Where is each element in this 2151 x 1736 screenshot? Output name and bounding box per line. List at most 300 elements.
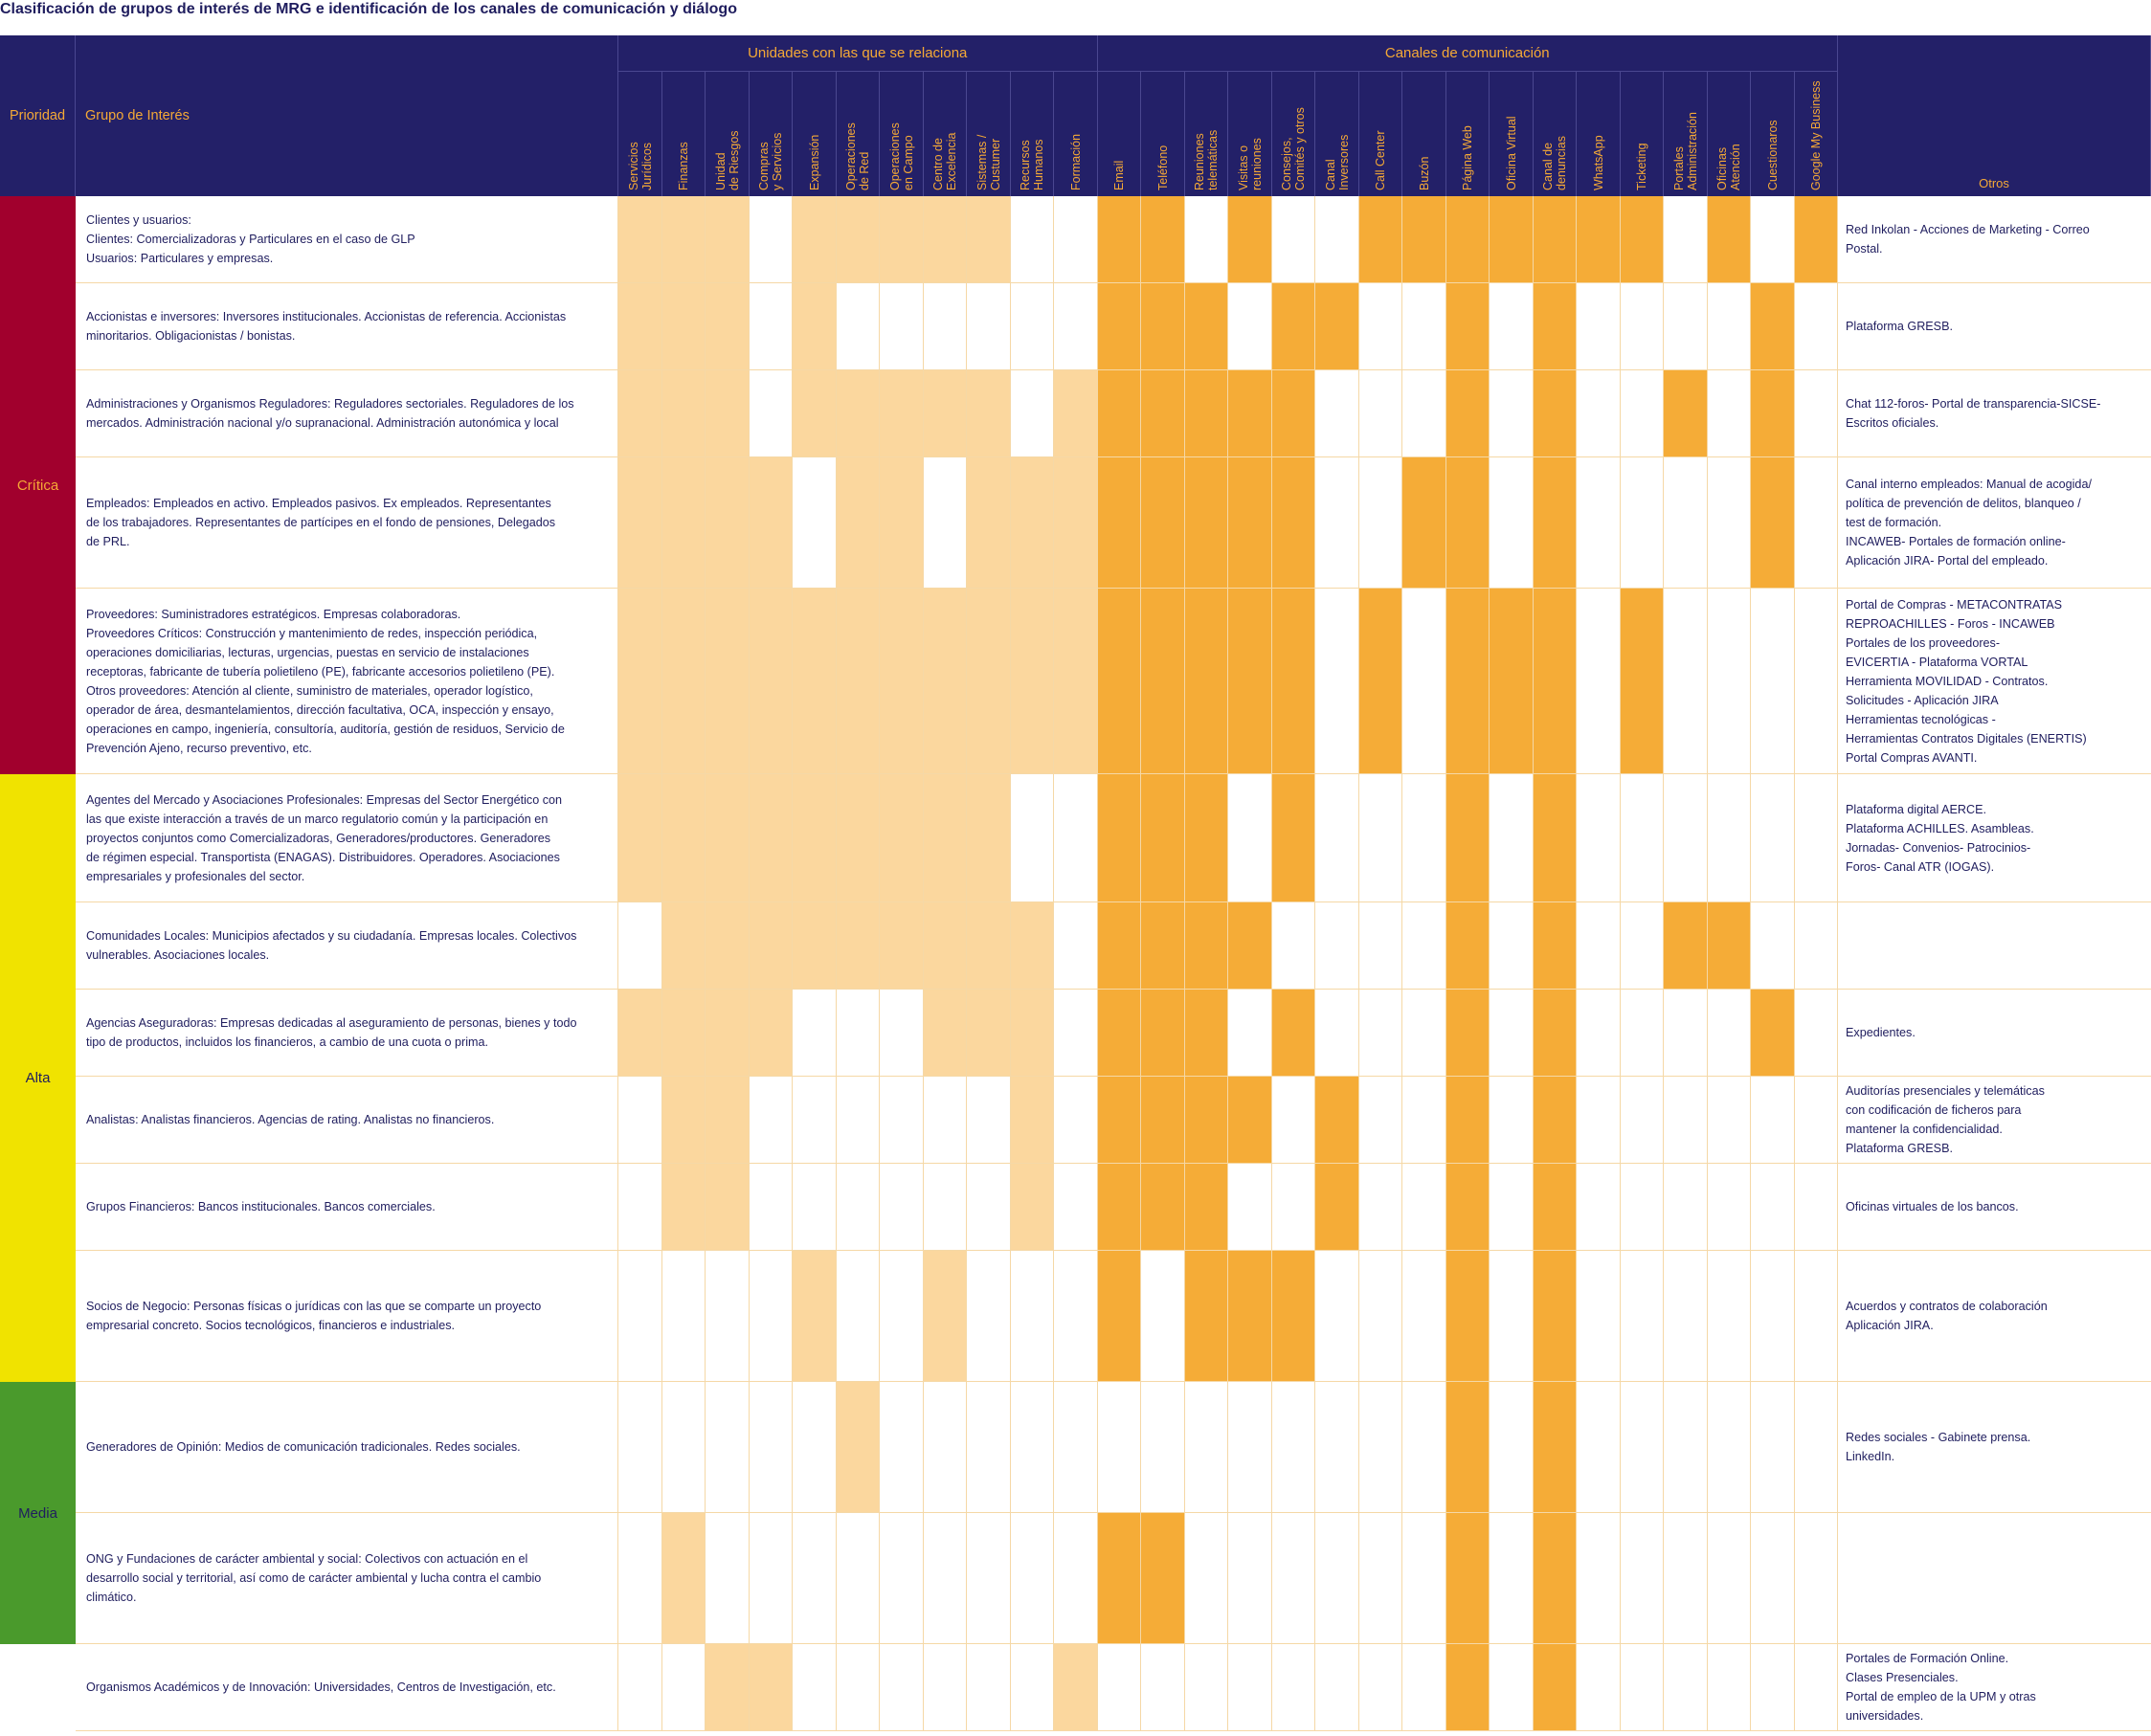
- channel-cell: [1272, 457, 1316, 589]
- unit-cell: [618, 1644, 662, 1731]
- channel-cell: [1490, 774, 1534, 902]
- channel-cell: [1577, 1164, 1621, 1251]
- channel-cell: [1098, 1251, 1142, 1382]
- unit-cell: [880, 774, 924, 902]
- stakeholder-table: [0, 35, 2151, 1736]
- channel-col-14-label: Oficinas Atención: [1715, 144, 1743, 190]
- unit-cell: [967, 1077, 1011, 1164]
- channel-cell: [1141, 1077, 1185, 1164]
- channel-col-11-label: WhatsApp: [1591, 135, 1605, 190]
- others-cell: [1838, 1513, 2151, 1644]
- channel-cell: [1098, 589, 1142, 774]
- unit-cell: [706, 457, 750, 589]
- group-cell: Analistas: Analistas financieros. Agencias de rating. Analistas no financieros.: [76, 1077, 618, 1164]
- channel-cell: [1185, 902, 1229, 990]
- channel-cell: [1621, 902, 1665, 990]
- unit-col-6-label: Operaciones en Campo: [887, 122, 915, 190]
- group-cell: Proveedores: Suministradores estratégicos. Empresas colaboradoras. Proveedores Críticos: Construcción y mantenimiento de redes, inspección periódica, operaciones domiciliarias, lecturas, urgencias, puestas en servicio de instalaciones receptoras, fabricante de tubería polietileno (PE), fabricante accesorios polietileno (PE). Otros proveedores: Atención al cliente, suministro de materiales, operador logístico, operador de área, desmantelamientos, dirección facultativa, OCA, inspección y ensayo, operaciones en campo, ingeniería, consultoría, auditoría, gestión de residuos, Servicio de Prevención Ajeno, recurso preventivo, etc.: [76, 589, 618, 774]
- channel-cell: [1446, 990, 1490, 1077]
- channel-col-4-label: Consejos, Comités y otros: [1280, 107, 1308, 190]
- others-cell: Portal de Compras - METACONTRATAS REPROACHILLES - Foros - INCAWEB Portales de los proveedores- EVICERTIA - Plataforma VORTAL Herramienta MOVILIDAD - Contratos. Solicitudes - Aplicación JIRA Herramientas tecnológicas - Herramientas Contratos Digitales (ENERTIS) Portal Compras AVANTI.: [1838, 589, 2151, 774]
- channel-cell: [1490, 1382, 1534, 1513]
- channel-col-2-label: Reuniones telemáticas: [1193, 129, 1221, 190]
- unit-col-8-label: Sistemas / Custumer: [975, 134, 1002, 190]
- channel-cell: [1621, 1164, 1665, 1251]
- channel-cell: [1751, 1513, 1795, 1644]
- channel-cell: [1446, 370, 1490, 457]
- unit-cell: [662, 1164, 706, 1251]
- unit-cell: [706, 283, 750, 370]
- unit-cell: [618, 902, 662, 990]
- unit-cell: [967, 1251, 1011, 1382]
- channel-cell: [1359, 1382, 1403, 1513]
- channel-cell: [1272, 1251, 1316, 1382]
- channel-cell: [1577, 990, 1621, 1077]
- unit-col-7: [924, 72, 968, 196]
- channel-col-3: [1228, 72, 1272, 196]
- channel-cell: [1664, 990, 1708, 1077]
- channel-cell: [1446, 1513, 1490, 1644]
- channel-cell: [1621, 1251, 1665, 1382]
- channel-cell: [1490, 1164, 1534, 1251]
- channel-col-1: [1141, 72, 1185, 196]
- channel-cell: [1577, 370, 1621, 457]
- channel-cell: [1359, 196, 1403, 283]
- channel-col-15-label: Cuestionaros: [1765, 120, 1780, 190]
- channel-cell: [1577, 196, 1621, 283]
- channel-cell: [1621, 1644, 1665, 1731]
- channel-col-1-label: Teléfono: [1155, 145, 1170, 190]
- channel-cell: [1098, 457, 1142, 589]
- unit-cell: [793, 457, 837, 589]
- unit-cell: [662, 1077, 706, 1164]
- channel-col-7: [1402, 72, 1446, 196]
- unit-cell: [880, 1513, 924, 1644]
- unit-cell: [880, 1077, 924, 1164]
- unit-cell: [1054, 1644, 1098, 1731]
- unit-cell: [880, 457, 924, 589]
- channel-cell: [1185, 1644, 1229, 1731]
- unit-cell: [662, 774, 706, 902]
- unit-cell: [924, 283, 968, 370]
- others-cell: Portales de Formación Online. Clases Presenciales. Portal de empleo de la UPM y otras universidades.: [1838, 1644, 2151, 1731]
- channel-cell: [1359, 1644, 1403, 1731]
- channel-cell: [1534, 990, 1578, 1077]
- channel-cell: [1621, 283, 1665, 370]
- unit-cell: [880, 589, 924, 774]
- channel-cell: [1402, 774, 1446, 902]
- channel-cell: [1490, 457, 1534, 589]
- group-cell: Administraciones y Organismos Reguladores: Reguladores sectoriales. Reguladores de los mercados. Administración nacional y/o supranacional. Administración autonómica y local: [76, 370, 618, 457]
- channel-cell: [1272, 1077, 1316, 1164]
- unit-col-2: [706, 72, 750, 196]
- channel-cell: [1534, 774, 1578, 902]
- channel-cell: [1795, 1251, 1839, 1382]
- priority-alta: Alta: [0, 774, 76, 1382]
- channel-cell: [1534, 196, 1578, 283]
- unit-cell: [967, 283, 1011, 370]
- unit-cell: [750, 902, 794, 990]
- group-cell: Grupos Financieros: Bancos institucionales. Bancos comerciales.: [76, 1164, 618, 1251]
- channel-cell: [1708, 370, 1752, 457]
- channel-cell: [1228, 1251, 1272, 1382]
- unit-col-0-label: Servicios Jurídicos: [626, 142, 654, 190]
- channel-cell: [1795, 283, 1839, 370]
- channel-cell: [1185, 589, 1229, 774]
- unit-cell: [967, 370, 1011, 457]
- channel-cell: [1402, 990, 1446, 1077]
- channel-cell: [1228, 1513, 1272, 1644]
- unit-cell: [662, 370, 706, 457]
- unit-cell: [1054, 990, 1098, 1077]
- unit-cell: [750, 1644, 794, 1731]
- group-cell: Socios de Negocio: Personas físicas o jurídicas con las que se comparte un proyecto empresarial concreto. Socios tecnológicos, financieros e industriales.: [76, 1251, 618, 1382]
- unit-cell: [618, 1251, 662, 1382]
- channel-cell: [1751, 1164, 1795, 1251]
- channel-cell: [1272, 370, 1316, 457]
- channel-col-2: [1185, 72, 1229, 196]
- others-cell: Canal interno empleados: Manual de acogida/ política de prevención de delitos, blanqueo / test de formación. INCAWEB- Portales de formación online- Aplicación JIRA- Portal del empleado.: [1838, 457, 2151, 589]
- channel-cell: [1708, 902, 1752, 990]
- channel-cell: [1141, 283, 1185, 370]
- channel-cell: [1664, 902, 1708, 990]
- header-group: Grupo de Interés: [76, 35, 618, 196]
- channel-col-13-label: Portales Administración: [1671, 112, 1699, 190]
- channel-col-16-label: Google My Business: [1809, 80, 1824, 190]
- channel-cell: [1446, 457, 1490, 589]
- unit-cell: [618, 589, 662, 774]
- others-cell: Acuerdos y contratos de colaboración Aplicación JIRA.: [1838, 1251, 2151, 1382]
- channel-cell: [1272, 589, 1316, 774]
- unit-cell: [618, 196, 662, 283]
- channel-cell: [1141, 1251, 1185, 1382]
- channel-cell: [1795, 589, 1839, 774]
- channel-cell: [1141, 902, 1185, 990]
- channel-cell: [1795, 990, 1839, 1077]
- unit-cell: [1054, 196, 1098, 283]
- channel-cell: [1098, 370, 1142, 457]
- unit-cell: [1054, 1077, 1098, 1164]
- channel-cell: [1359, 1077, 1403, 1164]
- unit-cell: [662, 1644, 706, 1731]
- unit-cell: [837, 990, 881, 1077]
- channel-cell: [1315, 370, 1359, 457]
- channel-cell: [1228, 196, 1272, 283]
- unit-cell: [967, 1513, 1011, 1644]
- channel-cell: [1402, 1644, 1446, 1731]
- group-cell: Clientes y usuarios: Clientes: Comercializadoras y Particulares en el caso de GLP Usuarios: Particulares y empresas.: [76, 196, 618, 283]
- channel-cell: [1621, 774, 1665, 902]
- channel-cell: [1621, 196, 1665, 283]
- channel-cell: [1185, 196, 1229, 283]
- unit-cell: [618, 990, 662, 1077]
- channel-cell: [1098, 1644, 1142, 1731]
- others-cell: Chat 112-foros- Portal de transparencia-SICSE- Escritos oficiales.: [1838, 370, 2151, 457]
- unit-col-1-label: Finanzas: [677, 142, 691, 190]
- unit-cell: [618, 1513, 662, 1644]
- channel-cell: [1621, 1513, 1665, 1644]
- channel-col-14: [1708, 72, 1752, 196]
- unit-cell: [967, 902, 1011, 990]
- channel-cell: [1751, 370, 1795, 457]
- channel-cell: [1577, 1251, 1621, 1382]
- channel-cell: [1534, 1077, 1578, 1164]
- channel-cell: [1664, 1077, 1708, 1164]
- channel-cell: [1185, 457, 1229, 589]
- channel-cell: [1402, 370, 1446, 457]
- channel-cell: [1708, 1164, 1752, 1251]
- unit-col-0: [618, 72, 662, 196]
- channel-cell: [1708, 457, 1752, 589]
- unit-cell: [706, 370, 750, 457]
- unit-cell: [793, 1077, 837, 1164]
- channel-cell: [1359, 1164, 1403, 1251]
- unit-cell: [967, 196, 1011, 283]
- unit-cell: [1011, 1164, 1055, 1251]
- channel-cell: [1664, 370, 1708, 457]
- channel-cell: [1621, 457, 1665, 589]
- unit-cell: [750, 589, 794, 774]
- channel-cell: [1446, 774, 1490, 902]
- channel-cell: [1272, 283, 1316, 370]
- channel-cell: [1751, 1382, 1795, 1513]
- header-channels-group: Canales de comunicación: [1098, 35, 1839, 72]
- channel-col-3-label: Visitas o reuniones: [1236, 138, 1264, 190]
- channel-cell: [1228, 1644, 1272, 1731]
- unit-cell: [967, 1644, 1011, 1731]
- unit-cell: [793, 589, 837, 774]
- channel-cell: [1141, 1513, 1185, 1644]
- channel-cell: [1577, 774, 1621, 902]
- channel-cell: [1708, 990, 1752, 1077]
- channel-cell: [1098, 283, 1142, 370]
- unit-cell: [618, 1164, 662, 1251]
- unit-cell: [706, 1164, 750, 1251]
- unit-cell: [750, 990, 794, 1077]
- channel-cell: [1402, 1513, 1446, 1644]
- channel-col-16: [1795, 72, 1839, 196]
- channel-cell: [1098, 1077, 1142, 1164]
- channel-cell: [1272, 196, 1316, 283]
- unit-cell: [1011, 1382, 1055, 1513]
- channel-cell: [1708, 1077, 1752, 1164]
- channel-cell: [1359, 1251, 1403, 1382]
- unit-cell: [662, 196, 706, 283]
- channel-cell: [1751, 990, 1795, 1077]
- channel-cell: [1534, 457, 1578, 589]
- channel-cell: [1402, 589, 1446, 774]
- channel-cell: [1185, 1164, 1229, 1251]
- channel-cell: [1402, 1382, 1446, 1513]
- unit-col-5-label: Operaciones de Red: [844, 122, 872, 190]
- unit-cell: [924, 370, 968, 457]
- unit-col-4-label: Expansión: [807, 134, 821, 190]
- unit-col-10: [1054, 72, 1098, 196]
- unit-cell: [706, 1644, 750, 1731]
- channel-cell: [1185, 1251, 1229, 1382]
- channel-col-6: [1359, 72, 1403, 196]
- unit-cell: [706, 196, 750, 283]
- channel-cell: [1708, 196, 1752, 283]
- unit-cell: [1011, 774, 1055, 902]
- channel-cell: [1490, 1077, 1534, 1164]
- channel-cell: [1664, 196, 1708, 283]
- unit-cell: [924, 1164, 968, 1251]
- channel-cell: [1577, 589, 1621, 774]
- channel-cell: [1141, 457, 1185, 589]
- channel-cell: [1315, 1644, 1359, 1731]
- page-title: Clasificación de grupos de interés de MRG e identificación de los canales de comunicación y diálogo: [0, 1, 737, 17]
- channel-cell: [1795, 196, 1839, 283]
- header-others: Otros: [1838, 35, 2151, 196]
- channel-cell: [1098, 196, 1142, 283]
- channel-cell: [1141, 1164, 1185, 1251]
- channel-cell: [1446, 1164, 1490, 1251]
- channel-cell: [1141, 196, 1185, 283]
- channel-cell: [1098, 1513, 1142, 1644]
- channel-cell: [1185, 1513, 1229, 1644]
- priority-media: Media: [0, 1382, 76, 1644]
- channel-cell: [1315, 1513, 1359, 1644]
- unit-cell: [706, 1513, 750, 1644]
- channel-cell: [1185, 1077, 1229, 1164]
- channel-cell: [1751, 1644, 1795, 1731]
- channel-cell: [1751, 902, 1795, 990]
- channel-cell: [1098, 990, 1142, 1077]
- others-cell: [1838, 902, 2151, 990]
- unit-cell: [706, 902, 750, 990]
- channel-cell: [1577, 902, 1621, 990]
- unit-cell: [837, 589, 881, 774]
- unit-cell: [837, 196, 881, 283]
- others-cell: Redes sociales - Gabinete prensa. LinkedIn.: [1838, 1382, 2151, 1513]
- unit-cell: [880, 1644, 924, 1731]
- channel-cell: [1272, 1644, 1316, 1731]
- unit-cell: [750, 457, 794, 589]
- channel-cell: [1359, 990, 1403, 1077]
- unit-cell: [967, 1164, 1011, 1251]
- header-priority: Prioridad: [0, 35, 76, 196]
- channel-cell: [1664, 1164, 1708, 1251]
- unit-cell: [1011, 1077, 1055, 1164]
- unit-cell: [880, 902, 924, 990]
- channel-col-8-label: Página Web: [1461, 125, 1475, 190]
- unit-cell: [924, 1382, 968, 1513]
- channel-cell: [1621, 589, 1665, 774]
- channel-cell: [1577, 1644, 1621, 1731]
- unit-cell: [662, 457, 706, 589]
- unit-cell: [1054, 1164, 1098, 1251]
- channel-cell: [1141, 990, 1185, 1077]
- unit-cell: [706, 1077, 750, 1164]
- unit-cell: [618, 370, 662, 457]
- unit-cell: [967, 457, 1011, 589]
- channel-cell: [1534, 1644, 1578, 1731]
- unit-cell: [750, 1382, 794, 1513]
- unit-cell: [793, 196, 837, 283]
- unit-cell: [750, 774, 794, 902]
- channel-cell: [1490, 283, 1534, 370]
- group-cell: Organismos Académicos y de Innovación: Universidades, Centros de Investigación, etc.: [76, 1644, 618, 1731]
- unit-cell: [662, 902, 706, 990]
- unit-cell: [662, 1251, 706, 1382]
- channel-cell: [1141, 1382, 1185, 1513]
- unit-cell: [880, 1164, 924, 1251]
- unit-cell: [793, 1644, 837, 1731]
- channel-cell: [1795, 1164, 1839, 1251]
- others-cell: Plataforma GRESB.: [1838, 283, 2151, 370]
- unit-col-6: [880, 72, 924, 196]
- channel-cell: [1708, 1644, 1752, 1731]
- channel-col-5-label: Canal Inversores: [1323, 134, 1351, 190]
- unit-cell: [1054, 370, 1098, 457]
- channel-cell: [1490, 990, 1534, 1077]
- unit-cell: [1054, 1513, 1098, 1644]
- channel-col-4: [1272, 72, 1316, 196]
- unit-cell: [793, 902, 837, 990]
- channel-col-5: [1315, 72, 1359, 196]
- channel-cell: [1315, 196, 1359, 283]
- unit-cell: [880, 283, 924, 370]
- channel-cell: [1534, 902, 1578, 990]
- channel-cell: [1228, 990, 1272, 1077]
- channel-cell: [1185, 370, 1229, 457]
- channel-cell: [1402, 1251, 1446, 1382]
- channel-cell: [1185, 1382, 1229, 1513]
- channel-cell: [1402, 457, 1446, 589]
- channel-col-6-label: Call Center: [1374, 130, 1388, 190]
- channel-col-10: [1534, 72, 1578, 196]
- unit-cell: [793, 1382, 837, 1513]
- channel-cell: [1098, 1164, 1142, 1251]
- unit-cell: [1011, 1644, 1055, 1731]
- unit-cell: [837, 1644, 881, 1731]
- channel-cell: [1359, 370, 1403, 457]
- channel-cell: [1359, 283, 1403, 370]
- channel-cell: [1228, 589, 1272, 774]
- channel-cell: [1272, 990, 1316, 1077]
- priority-crítica: Crítica: [0, 196, 76, 774]
- channel-cell: [1664, 774, 1708, 902]
- header-units-group: Unidades con las que se relaciona: [618, 35, 1098, 72]
- channel-cell: [1534, 1513, 1578, 1644]
- channel-cell: [1185, 283, 1229, 370]
- unit-cell: [1011, 457, 1055, 589]
- unit-cell: [967, 589, 1011, 774]
- unit-cell: [618, 774, 662, 902]
- unit-cell: [837, 1077, 881, 1164]
- channel-cell: [1359, 457, 1403, 589]
- unit-cell: [706, 1382, 750, 1513]
- channel-cell: [1577, 1382, 1621, 1513]
- unit-cell: [662, 1382, 706, 1513]
- channel-cell: [1708, 589, 1752, 774]
- unit-cell: [618, 283, 662, 370]
- unit-cell: [1011, 589, 1055, 774]
- unit-cell: [793, 1513, 837, 1644]
- group-cell: Comunidades Locales: Municipios afectados y su ciudadanía. Empresas locales. Colectivos vulnerables. Asociaciones locales.: [76, 902, 618, 990]
- unit-cell: [1011, 196, 1055, 283]
- unit-cell: [1011, 1251, 1055, 1382]
- unit-cell: [1054, 1382, 1098, 1513]
- group-cell: Accionistas e inversores: Inversores institucionales. Accionistas de referencia. Accionistas minoritarios. Obligacionistas / bonistas.: [76, 283, 618, 370]
- unit-cell: [837, 370, 881, 457]
- unit-cell: [706, 774, 750, 902]
- unit-cell: [1054, 1251, 1098, 1382]
- unit-cell: [750, 196, 794, 283]
- channel-cell: [1490, 1251, 1534, 1382]
- channel-cell: [1621, 370, 1665, 457]
